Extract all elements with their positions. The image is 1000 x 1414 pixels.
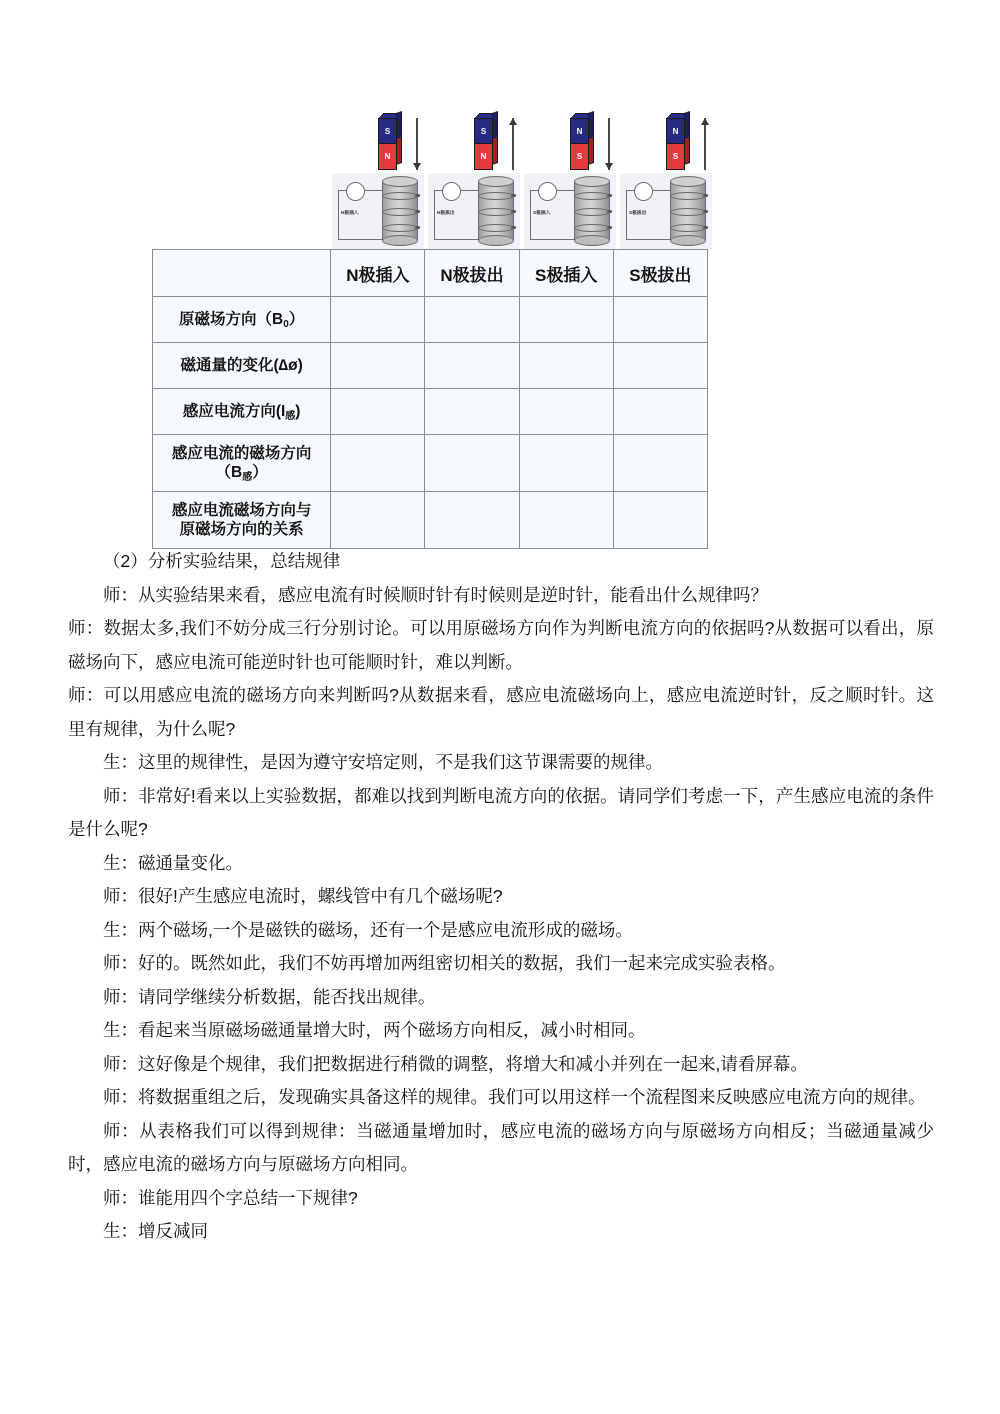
coil-top-ellipse [574, 176, 610, 187]
coil-lead [607, 210, 612, 213]
table-cell-r3-c2[interactable] [425, 389, 519, 435]
coil-lead [511, 194, 516, 197]
transcript-paragraph-9: 生：两个磁场,一个是磁铁的磁场，还有一个是感应电流形成的磁场。 [103, 919, 633, 940]
solenoid-circuit [524, 173, 616, 249]
magnet-assembly [378, 115, 404, 173]
diagram-caption: N极插入 [341, 209, 359, 216]
table-cell-r1-c3[interactable] [519, 297, 613, 343]
table-cell-r2-c3[interactable] [519, 343, 613, 389]
table-cell-r4-c2[interactable] [425, 435, 519, 492]
table-cell-r4-c1[interactable] [331, 435, 425, 492]
lesson-transcript [68, 545, 934, 1249]
bar-magnet-icon [570, 118, 589, 170]
coil-lead [607, 226, 612, 229]
table-row-label-3: 感应电流方向$(I_感)$ [153, 389, 331, 435]
coil-turn [478, 192, 514, 200]
transcript-paragraph-3: 师：数据太多,我们不妨分成三行分别讨论。可以用原磁场方向作为判断电流方向的依据吗?从数据可以看出，原磁场向下，感应电流可能逆时针也可能顺时针，难以判断。 [68, 618, 934, 672]
coil-bottom-ellipse [382, 235, 418, 246]
transcript-paragraph-11: 师：请同学继续分析数据，能否找出规律。 [103, 986, 436, 1007]
magnet-pole-bottom: N [474, 144, 493, 170]
coil-turn [670, 208, 706, 216]
coil-turn [670, 192, 706, 200]
magnet-assembly [666, 115, 692, 173]
transcript-paragraph-1: （2）分析实验结果，总结规律 [103, 551, 341, 571]
galvanometer-icon [346, 182, 365, 201]
bar-magnet-icon [666, 118, 685, 170]
coil-top-ellipse [382, 176, 418, 187]
transcript-paragraph-2: 师：从实验结果来看，感应电流有时候顺时针有时候则是逆时针，能看出什么规律吗？ [103, 584, 768, 605]
coil-top-ellipse [670, 176, 706, 187]
diagram-caption: N极拔出 [437, 209, 455, 216]
experiment-diagram-2 [428, 115, 522, 249]
magnet-pole-bottom: S [666, 144, 685, 170]
table-cell-r2-c1[interactable] [331, 343, 425, 389]
arrow-shaft [704, 118, 706, 170]
coil-turn [382, 192, 418, 200]
transcript-paragraph-12: 生：看起来当原磁场磁通量增大时，两个磁场方向相反，减小时相同。 [103, 1020, 646, 1040]
experiment-diagram-1 [332, 115, 426, 249]
table-header [153, 250, 708, 297]
transcript-paragraph-17: 生：增反减同 [103, 1221, 208, 1241]
transcript-paragraph-14: 师：将数据重组之后，发现确实具备这样的规律。我们可以用这样一个流程图来反映感应电流方向的规律。 [103, 1087, 926, 1107]
table-cell-r3-c1[interactable] [331, 389, 425, 435]
experiment-diagram-strip [332, 115, 710, 249]
table-row [153, 435, 708, 492]
bar-magnet-icon [378, 118, 397, 170]
magnet-pole-top: S [474, 118, 493, 144]
table-body [153, 297, 708, 549]
coil-lead [415, 226, 420, 229]
diagram-caption: S极插入 [533, 209, 551, 216]
table-cell-r5-c1[interactable] [331, 492, 425, 549]
table-header-row [153, 250, 708, 297]
magnet-pole-top: N [666, 118, 685, 144]
solenoid-circuit [332, 173, 424, 249]
coil-lead [415, 210, 420, 213]
coil-turn [382, 224, 418, 232]
table-column-header-3: S极插入 [519, 250, 613, 297]
table-cell-r1-c4[interactable] [613, 297, 707, 343]
transcript-paragraph-16: 师：谁能用四个字总结一下规律? [103, 1187, 358, 1208]
table-row-label-4: 感应电流的磁场方向 $(B_感)$ [153, 435, 331, 492]
experiment-diagram-3 [524, 115, 618, 249]
coil-turn [382, 208, 418, 216]
experiment-diagram-4 [620, 115, 714, 249]
transcript-paragraph-4: 师：可以用感应电流的磁场方向来判断吗?从数据来看，感应电流磁场向上，感应电流逆时针，反之顺时针。这里有规律，为什么呢? [68, 685, 934, 739]
table-column-header-4: S极拔出 [613, 250, 707, 297]
motion-arrow-up-icon [507, 118, 519, 170]
table-row [153, 389, 708, 435]
table-cell-r2-c4[interactable] [613, 343, 707, 389]
table-cell-r5-c4[interactable] [613, 492, 707, 549]
table-row-label-2: 磁通量的变化(∆ø) [153, 343, 331, 389]
table-cell-r2-c2[interactable] [425, 343, 519, 389]
coil-lead [703, 210, 708, 213]
table-cell-r1-c1[interactable] [331, 297, 425, 343]
table-cell-r4-c3[interactable] [519, 435, 613, 492]
coil-lead [415, 194, 420, 197]
experiment-data-table [152, 249, 708, 549]
magnet-pole-top: S [378, 118, 397, 144]
table-row [153, 297, 708, 343]
table-cell-r5-c3[interactable] [519, 492, 613, 549]
solenoid-circuit [428, 173, 520, 249]
solenoid-coil-icon [382, 176, 420, 246]
table-cell-r3-c4[interactable] [613, 389, 707, 435]
coil-turn [574, 208, 610, 216]
motion-arrow-up-icon [699, 118, 711, 170]
magnet-assembly [570, 115, 596, 173]
galvanometer-icon [442, 182, 461, 201]
table-row [153, 492, 708, 549]
galvanometer-icon [538, 182, 557, 201]
table-row-label-1: 原磁场方向$(B_0)$ [153, 297, 331, 343]
transcript-paragraph-15: 师：从表格我们可以得到规律：当磁通量增加时，感应电流的磁场方向与原磁场方向相反；当磁通量减少时，感应电流的磁场方向与原磁场方向相同。 [68, 1120, 934, 1174]
table-column-header-2: N极拔出 [425, 250, 519, 297]
magnet-pole-bottom: S [570, 144, 589, 170]
coil-turn [574, 224, 610, 232]
arrow-head [605, 163, 613, 170]
table-cell-r1-c2[interactable] [425, 297, 519, 343]
galvanometer-icon [634, 182, 653, 201]
table-row-label-5: 感应电流磁场方向与 原磁场方向的关系 [153, 492, 331, 549]
circuit-wire-left [530, 190, 531, 240]
coil-turn [478, 208, 514, 216]
coil-bottom-ellipse [670, 235, 706, 246]
table-column-header-1: N极插入 [331, 250, 425, 297]
magnet-pole-bottom: N [378, 144, 397, 170]
arrow-head [509, 118, 517, 125]
coil-bottom-ellipse [478, 235, 514, 246]
table-cell-r5-c2[interactable] [425, 492, 519, 549]
motion-arrow-down-icon [411, 118, 423, 170]
arrow-head [701, 118, 709, 125]
coil-turn [670, 224, 706, 232]
solenoid-coil-icon [574, 176, 612, 246]
coil-lead [703, 226, 708, 229]
coil-lead [511, 210, 516, 213]
transcript-paragraph-7: 生：磁通量变化。 [103, 852, 243, 873]
coil-lead [607, 194, 612, 197]
bar-magnet-icon [474, 118, 493, 170]
circuit-wire-left [338, 190, 339, 240]
table-row [153, 343, 708, 389]
table-cell-r4-c4[interactable] [613, 435, 707, 492]
circuit-wire-left [626, 190, 627, 240]
circuit-wire-left [434, 190, 435, 240]
table-corner-cell [153, 250, 331, 297]
arrow-head [413, 163, 421, 170]
solenoid-coil-icon [478, 176, 516, 246]
motion-arrow-down-icon [603, 118, 615, 170]
coil-bottom-ellipse [574, 235, 610, 246]
coil-turn [478, 224, 514, 232]
arrow-shaft [512, 118, 514, 170]
solenoid-coil-icon [670, 176, 708, 246]
coil-turn [574, 192, 610, 200]
magnet-pole-top: N [570, 118, 589, 144]
transcript-paragraph-5: 生：这里的规律性，是因为遵守安培定则，不是我们这节课需要的规律。 [103, 752, 663, 772]
diagram-caption: S极拔出 [629, 209, 647, 216]
transcript-paragraph-6: 师：非常好!看来以上实验数据，都难以找到判断电流方向的依据。请同学们考虑一下，产生感应电流的条件是什么呢? [68, 785, 934, 839]
coil-lead [511, 226, 516, 229]
magnet-assembly [474, 115, 500, 173]
coil-lead [703, 194, 708, 197]
transcript-paragraph-13: 师：这好像是个规律，我们把数据进行稍微的调整，将增大和减小并列在一起来,请看屏幕。 [103, 1053, 808, 1074]
transcript-paragraph-8: 师：很好!产生感应电流时，螺线管中有几个磁场呢? [103, 886, 503, 906]
solenoid-circuit [620, 173, 712, 249]
table-cell-r3-c3[interactable] [519, 389, 613, 435]
coil-top-ellipse [478, 176, 514, 187]
transcript-paragraph-10: 师：好的。既然如此，我们不妨再增加两组密切相关的数据，我们一起来完成实验表格。 [103, 953, 786, 973]
